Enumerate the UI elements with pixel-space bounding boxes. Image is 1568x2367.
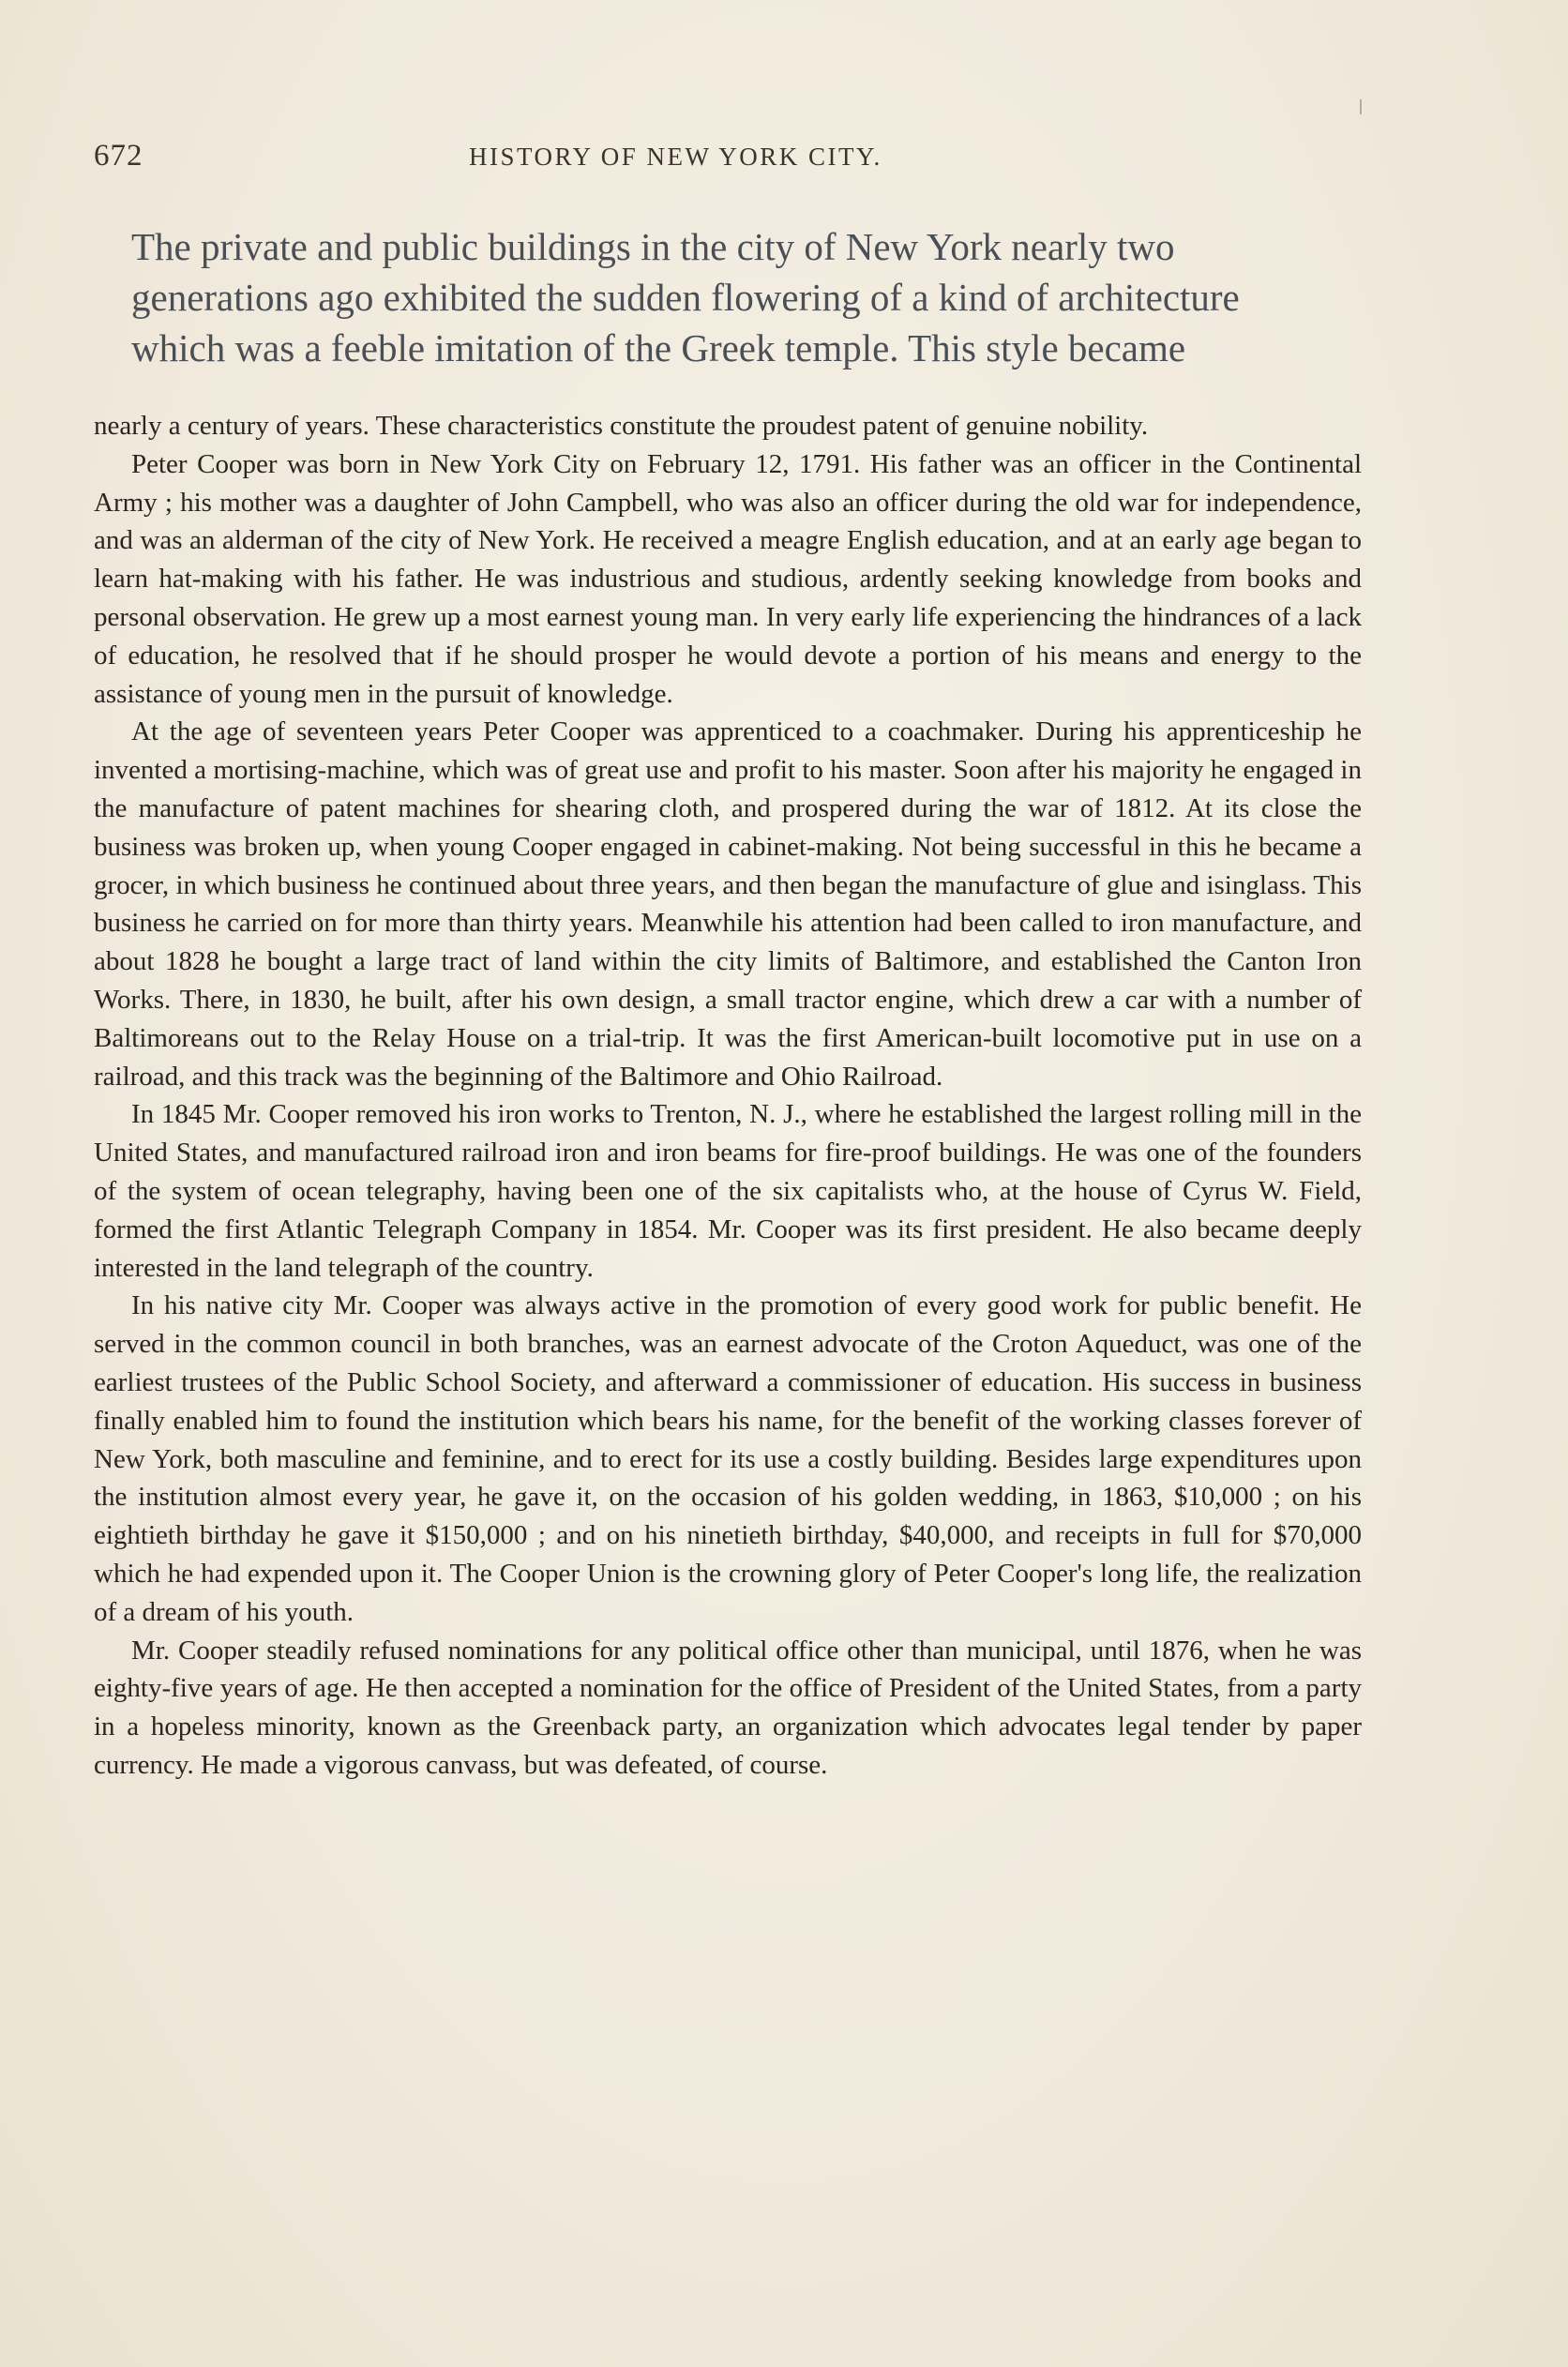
paragraph: In his native city Mr. Cooper was always active in the promotion of every good work for public benefit. He served in the common council in both branches, was an earnest advocate of the Croton Aqueduct, was one of the earliest trustees of the Public School Society, and afterward a commissioner of education. His success in business finally enabled him to found the institution which bears his name, for the benefit of the working classes forever of New York, both masculine and feminine, and to erect for its use a costly building. Besides large expenditures upon the institution almost every year, he gave it, on the occasion of his golden wedding, in 1863, $10,000 ; on his eightieth birthday he gave it $150,000 ; and on his ninetieth birthday, $40,000, and receipts in full for $70,000 which he had expended upon it. The Cooper Union is the crowning glory of Peter Cooper's long life, the realization of a dream of his youth.	[94, 1290, 1362, 1627]
pasted-strip-line: generations ago exhibited the sudden flowering of a kind of architecture	[131, 276, 1240, 319]
paragraph: Mr. Cooper steadily refused nominations for any political office other than municipal, until 1876, when he was eighty-five years of age. He then accepted a nomination for the office of President of the United States, from a party in a hopeless minority, known as the Greenback party, an organization which advocates legal tender by paper currency. He made a vigorous canvass, but was defeated, of course.	[94, 1635, 1362, 1780]
paragraph: At the age of seventeen years Peter Cooper was apprenticed to a coachmaker. During his apprenticeship he invented a mortising-machine, which was of great use and profit to his master. Soon after his majority he engaged in the manufacture of patent machines for shearing cloth, and prospered during the war of 1812. At its close the business was broken up, when young Cooper engaged in cabinet-making. Not being successful in this he became a grocer, in which business he continued about three years, and then began the manufacture of glue and isinglass. This business he carried on for more than thirty years. Meanwhile his attention had been called to iron manufacture, and about 1828 he bought a large tract of land within the city limits of Baltimore, and established the Canton Iron Works. There, in 1830, he built, after his own design, a small tractor engine, which drew a car with a number of Baltimoreans out to the Relay House on a trial-trip. It was the first American-built locomotive put in use on a railroad, and this track was the beginning of the Baltimore and Ohio Railroad.	[94, 716, 1362, 1092]
margin-mark	[1360, 99, 1362, 114]
pasted-text-strip	[131, 221, 1388, 376]
running-head: HISTORY OF NEW YORK CITY.	[469, 143, 882, 171]
paragraph: nearly a century of years. These characteristics constitute the proudest patent of genuine nobility.	[94, 411, 1149, 441]
paragraph: Peter Cooper was born in New York City on February 12, 1791. His father was an officer in the Continental Army ; his mother was a daughter of John Campbell, who was also an officer during the old war for independence, and was an alderman of the city of New York. He received a meagre English education, and at an early age began to learn hat-making with his father. He was industrious and studious, ardently seeking knowledge from books and personal observation. He grew up a most earnest young man. In very early life experiencing the hindrances of a lack of education, he resolved that if he should prosper he would devote a portion of his means and energy to the assistance of young men in the pursuit of knowledge.	[94, 448, 1362, 709]
pasted-strip-line: which was a feeble imitation of the Greek temple. This style became	[131, 326, 1186, 369]
pasted-strip-line: The private and public buildings in the city of New York nearly two	[131, 225, 1175, 268]
body-text	[94, 407, 1362, 1785]
paragraph: In 1845 Mr. Cooper removed his iron works to Trenton, N. J., where he established the largest rolling mill in the United States, and manufactured railroad iron and iron beams for fire-proof buildings. He was one of the founders of the system of ocean telegraphy, having been one of the six capitalists who, at the house of Cyrus W. Field, formed the first Atlantic Telegraph Company in 1854. Mr. Cooper was its first president. He also became deeply interested in the land telegraph of the country.	[94, 1099, 1362, 1283]
page-number: 672	[94, 139, 143, 173]
page-header	[94, 139, 1397, 186]
